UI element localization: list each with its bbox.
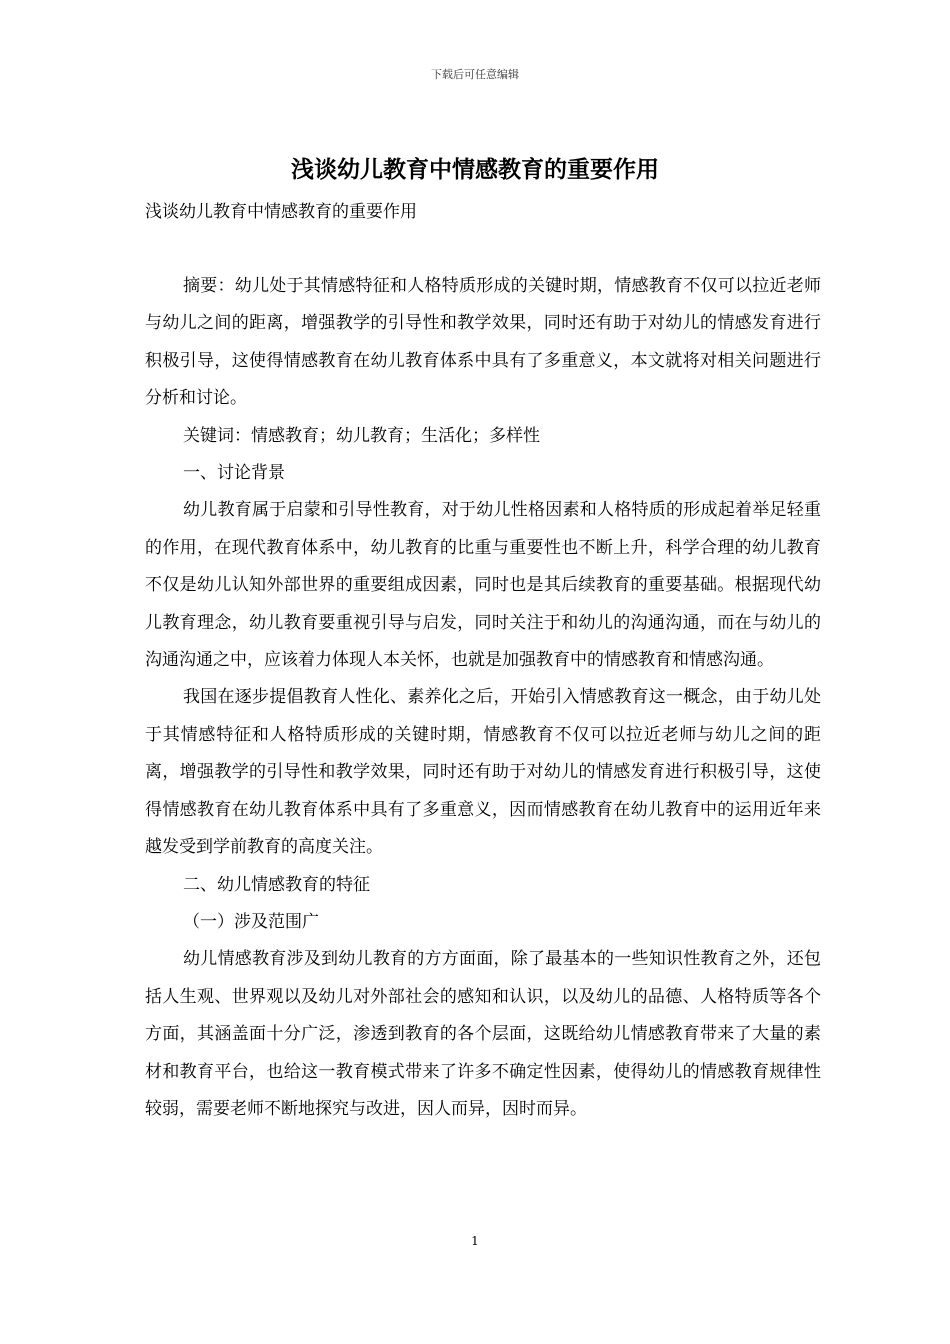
section-heading: 二、幼儿情感教育的特征: [183, 874, 370, 895]
body-paragraph: 我国在逐步提倡教育人性化、素养化之后，开始引入情感教育这一概念，由于幼儿处于其情感特征和人格特质形成的关键时期，情感教育不仅可以拉近老师与幼儿之间的距离，增强教学的引导性和教学效果，同时还有助于对幼儿的情感发育进行积极引导，这使得情感教育在幼儿教育体系中具有了多重意义，因而情感教育在幼儿教育中的运用近年来越发受到学前教育的高度关注。: [145, 687, 821, 858]
subsection-heading: （一）涉及范围广: [183, 911, 319, 932]
section-heading: 一、讨论背景: [183, 463, 285, 484]
keywords-paragraph: 关键词：情感教育；幼儿教育；生活化；多样性: [183, 425, 540, 446]
document-title: 浅谈幼儿教育中情感教育的重要作用: [291, 156, 659, 183]
document-body: [145, 268, 821, 1128]
body-paragraph: 幼儿教育属于启蒙和引导性教育，对于幼儿性格因素和人格特质的形成起着举足轻重的作用，在现代教育体系中，幼儿教育的比重与重要性也不断上升，科学合理的幼儿教育不仅是幼儿认知外部世界的重要组成因素，同时也是其后续教育的重要基础。根据现代幼儿教育理念，幼儿教育要重视引导与启发，同时关注于和幼儿的沟通沟通，而在与幼儿的沟通沟通之中，应该着力体现人本关怀，也就是加强教育中的情感教育和情感沟通。: [145, 500, 821, 671]
header-note: 下载后可任意编辑: [431, 68, 519, 81]
page-number: 1: [471, 1234, 479, 1248]
abstract-paragraph: 摘要：幼儿处于其情感特征和人格特质形成的关键时期，情感教育不仅可以拉近老师与幼儿之间的距离，增强教学的引导性和教学效果，同时还有助于对幼儿的情感发育进行积极引导，这使得情感教育在幼儿教育体系中具有了多重意义，本文就将对相关问题进行分析和讨论。: [145, 276, 821, 409]
document-subtitle: 浅谈幼儿教育中情感教育的重要作用: [145, 202, 417, 222]
body-paragraph: 幼儿情感教育涉及到幼儿教育的方方面面，除了最基本的一些知识性教育之外，还包括人生观、世界观以及幼儿对外部社会的感知和认识，以及幼儿的品德、人格特质等各个方面，其涵盖面十分广泛，渗透到教育的各个层面，这既给幼儿情感教育带来了大量的素材和教育平台，也给这一教育模式带来了许多不确定性因素，使得幼儿的情感教育规律性较弱，需要老师不断地探究与改进，因人而异，因时而异。: [145, 949, 821, 1119]
